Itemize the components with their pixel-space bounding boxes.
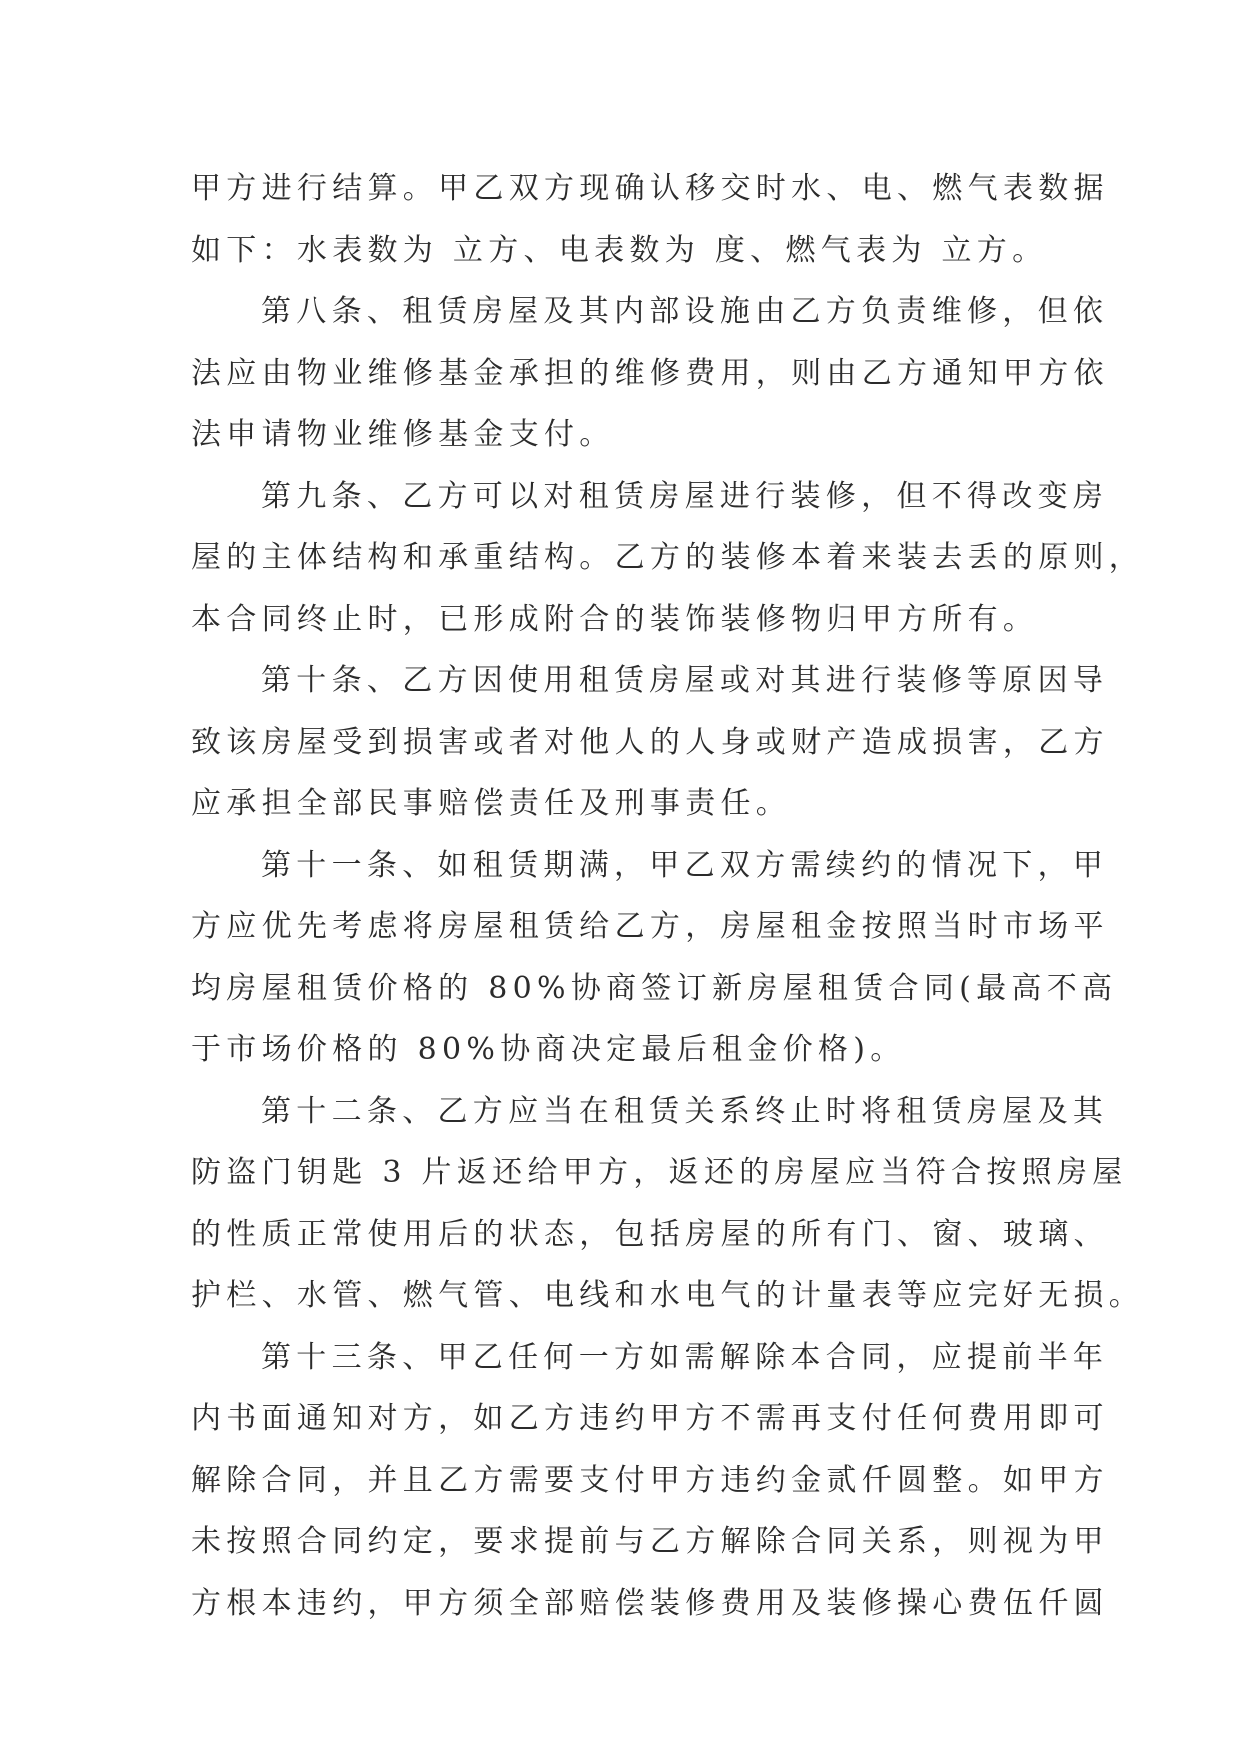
text-line: 解除合同，并且乙方需要支付甲方违约金贰仟圆整。如甲方 (191, 1462, 1109, 1498)
text-line: 本合同终止时，已形成附合的装饰装修物归甲方所有。 (191, 601, 1039, 637)
clause-first-line: 第十三条、甲乙任何一方如需解除本合同，应提前半年 (261, 1339, 1109, 1375)
text-line: 护栏、水管、燃气管、电线和水电气的计量表等应完好无损。 (191, 1278, 1145, 1313)
text-line: 法申请物业维修基金支付。 (191, 417, 615, 452)
text-line: 法应由物业维修基金承担的维修费用，则由乙方通知甲方依 (191, 355, 1109, 391)
text-line: 防盗门钥匙 3 片返还给甲方，返还的房屋应当符合按照房屋 (191, 1155, 1128, 1190)
text-line: 致该房屋受到损害或者对他人的人身或财产造成损害，乙方 (191, 724, 1109, 760)
text-line: 内书面通知对方，如乙方违约甲方不需再支付任何费用即可 (191, 1401, 1109, 1436)
clause-first-line: 第十二条、乙方应当在租赁关系终止时将租赁房屋及其 (261, 1093, 1109, 1129)
text-line: 未按照合同约定，要求提前与乙方解除合同关系，则视为甲 (191, 1524, 1109, 1559)
clause-first-line: 第十条、乙方因使用租赁房屋或对其进行装修等原因导 (261, 663, 1109, 698)
text-line: 方应优先考虑将房屋租赁给乙方，房屋租金按照当时市场平 (191, 909, 1109, 944)
text-line: 于市场价格的 80%协商决定最后租金价格)。 (191, 1032, 906, 1067)
text-line: 屋的主体结构和承重结构。乙方的装修本着来装去丢的原则， (191, 540, 1145, 575)
contract-body-text (191, 158, 1145, 1634)
text-line: 的性质正常使用后的状态，包括房屋的所有门、窗、玻璃、 (191, 1216, 1109, 1252)
text-line: 方根本违约，甲方须全部赔偿装修费用及装修操心费伍仟圆 (191, 1585, 1109, 1621)
clause-first-line: 第十一条、如租赁期满，甲乙双方需续约的情况下，甲 (261, 847, 1109, 883)
text-line: 如下：水表数为 立方、电表数为 度、燃气表为 立方。 (191, 232, 1048, 268)
text-line: 均房屋租赁价格的 80%协商签订新房屋租赁合同(最高不高 (191, 970, 1118, 1006)
clause-first-line: 第八条、租赁房屋及其内部设施由乙方负责维修，但依 (261, 294, 1109, 329)
text-line: 应承担全部民事赔偿责任及刑事责任。 (191, 786, 792, 821)
clause-first-line: 第九条、乙方可以对租赁房屋进行装修，但不得改变房 (261, 478, 1109, 514)
text-line: 甲方进行结算。甲乙双方现确认移交时水、电、燃气表数据 (191, 171, 1109, 206)
